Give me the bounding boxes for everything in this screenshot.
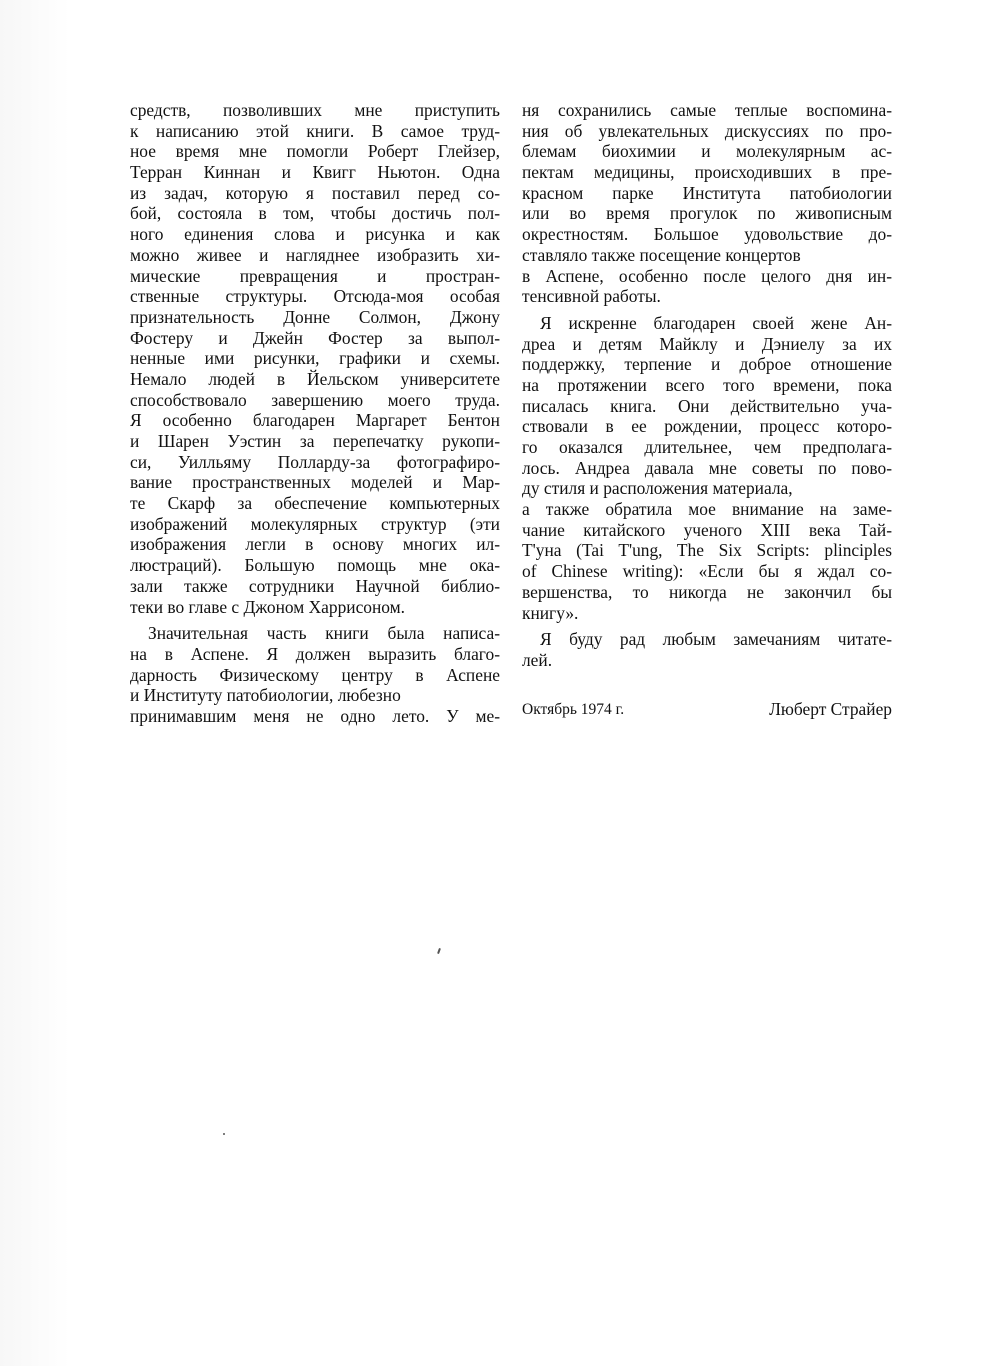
text-line: принимавшим меня не одно лето. У ме- <box>130 705 500 726</box>
text-line: го оказался длительнее, чем предполага- <box>522 437 892 457</box>
paragraph-family-thanks <box>522 313 892 623</box>
text-line: в Аспене, особенно после целого дня ин- <box>522 265 892 286</box>
right-column <box>522 100 892 671</box>
text-line: of Chinese writing): «Если бы я ждал со- <box>522 561 892 582</box>
text-line: поддержку, терпение и доброе отношение <box>522 354 892 375</box>
paragraph-acknowledgments-1 <box>130 100 500 617</box>
text-line: из задач, которую я поставил перед со- <box>130 182 500 203</box>
text-line: ненные ими рисунки, графики и схемы. <box>130 348 500 369</box>
text-line: бой, состояла в том, чтобы достичь пол- <box>130 203 500 224</box>
paragraph-closing-note <box>522 629 892 670</box>
text-line: ня сохранились самые теплые воспомина- <box>522 100 892 120</box>
text-line: лось. Андреа давала мне советы по пово- <box>522 457 892 478</box>
signature-block <box>522 699 892 720</box>
text-line: зали также сотрудники Научной библио- <box>130 575 500 596</box>
text-line: признательность Донне Солмон, Джону <box>130 306 500 327</box>
text-line: изображения легли в основу многих ил- <box>130 534 500 555</box>
text-line: ное время мне помогли Роберт Глейзер, <box>130 141 500 162</box>
text-line: теки во главе с Джоном Харрисоном. <box>130 596 406 617</box>
text-line: Я искренне благодарен своей жене Ан- <box>540 312 892 333</box>
text-line: ния об увлекательных дискуссиях по про- <box>522 120 892 141</box>
text-line: ного единения слова и рисунка и как <box>130 224 500 245</box>
text-line: Немало людей в Йельском университете <box>130 368 500 389</box>
text-line: люстраций). Большую помощь мне ока- <box>130 555 500 576</box>
text-line: средств, позволивших мне приступить <box>130 100 500 120</box>
paragraph-acknowledgments-2 <box>130 623 500 726</box>
text-line: блемам биохимии и молекулярным ас- <box>522 141 892 162</box>
text-line: на протяжении всего того времени, пока <box>522 374 892 395</box>
text-line: дарность Физическому центру в Аспене <box>130 664 500 685</box>
text-line: лей. <box>522 649 553 670</box>
text-line: на в Аспене. Я должен выразить благо- <box>130 643 500 664</box>
text-line: изображений молекулярных структур (эти <box>130 513 500 534</box>
text-line: дреа и детям Майклу и Дэниелу за их <box>522 333 892 354</box>
text-line: Т'уна (Tai T'ung, The Six Scripts: plinciples <box>522 540 892 561</box>
text-line: или во время прогулок по живописным <box>522 203 892 224</box>
text-line: Значительная часть книги была написа- <box>148 623 500 644</box>
scan-speck <box>437 948 441 954</box>
text-line: красном парке Института патобиологии <box>522 182 892 203</box>
text-line: Я особенно благодарен Маргарет Бентон <box>130 410 500 431</box>
signature-author: Люберт Страйер <box>769 699 892 719</box>
text-line: книгу». <box>522 602 579 623</box>
text-line: ствовали в ее рождении, процесс которо- <box>522 416 892 437</box>
text-line: и Институту патобиологии, любезно <box>130 685 401 706</box>
text-line: способствовало завершению моего труда. <box>130 389 500 410</box>
text-line: ду стиля и расположения материала, <box>522 478 793 499</box>
paragraph-acknowledgments-3 <box>522 100 892 307</box>
text-line: Терран Киннан и Квигг Ньютон. Одна <box>130 162 500 183</box>
text-line: те Скарф за обеспечение компьютерных <box>130 493 500 514</box>
scan-speck <box>223 1133 225 1135</box>
signature-date: Октябрь 1974 г. <box>522 701 625 718</box>
text-line: вание пространственных моделей и Мар- <box>130 472 500 493</box>
scan-margin-shadow <box>0 0 70 1366</box>
text-line: си, Уилльяму Полларду-за фотографиро- <box>130 451 500 472</box>
text-line: мические превращения и простран- <box>130 265 500 286</box>
text-line: чание китайского ученого XIII века Тай- <box>522 519 892 540</box>
text-line: к написанию этой книги. В самое труд- <box>130 120 500 141</box>
text-line: Я буду рад любым замечаниям читате- <box>540 629 892 650</box>
text-line: а также обратила мое внимание на заме- <box>522 499 892 520</box>
text-line: писалась книга. Они действительно уча- <box>522 395 892 416</box>
text-line: и Шарен Уэстин за перепечатку рукопи- <box>130 431 500 451</box>
text-line: вершенства, то никогда не закончил бы <box>522 581 892 602</box>
text-line: Фостеру и Джейн Фостер за выпол- <box>130 327 500 348</box>
left-column <box>130 100 500 727</box>
text-line: тенсивной работы. <box>522 286 661 307</box>
text-line: пектам медицины, происходивших в пре- <box>522 162 892 183</box>
text-line: можно живее и нагляднее изобразить хи- <box>130 244 500 265</box>
text-line: ставляло также посещение концертов <box>522 244 801 265</box>
text-line: окрестностям. Большое удовольствие до- <box>522 224 892 245</box>
text-line: ственные структуры. Отсюда-моя особая <box>130 286 500 307</box>
